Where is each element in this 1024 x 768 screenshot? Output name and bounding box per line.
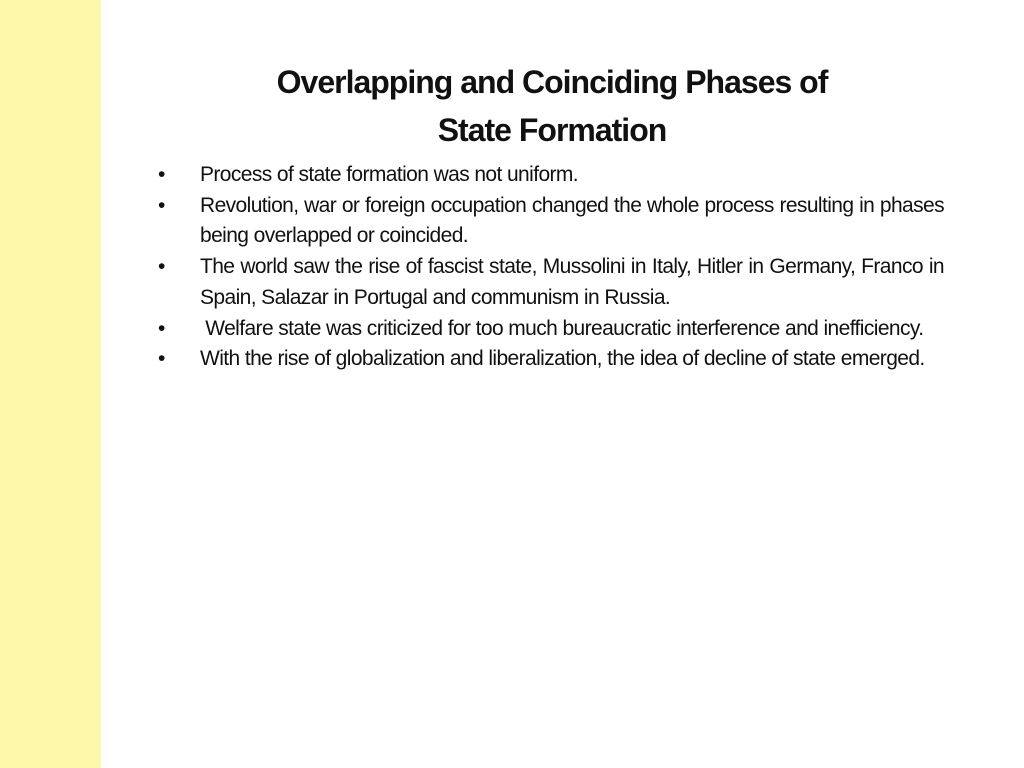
bullet-icon: • xyxy=(158,193,165,217)
bullet-item xyxy=(156,191,944,252)
slide-title xyxy=(160,58,944,154)
bullet-text: The world saw the rise of fascist state, Mussolini in Italy, Hitler in Germany, Franco in Spain, Salazar in Portugal and communism in Russia. xyxy=(200,255,944,309)
title-line-2: State Formation xyxy=(437,112,667,148)
bullet-text: With the rise of globalization and liberalization, the idea of decline of state emerged. xyxy=(200,347,925,371)
title-line-1: Overlapping and Coinciding Phases of xyxy=(276,64,828,100)
bullet-item xyxy=(156,314,944,345)
bullet-item xyxy=(156,160,944,191)
bullet-icon: • xyxy=(158,163,165,186)
bullet-icon: • xyxy=(158,255,165,279)
bullet-item xyxy=(156,252,944,313)
bullet-text: Process of state formation was not uniform. xyxy=(200,163,579,186)
bullet-item xyxy=(156,344,944,375)
bullet-list xyxy=(156,160,944,375)
bullet-icon: • xyxy=(158,347,165,371)
bullet-text: Welfare state was criticized for too much bureaucratic interference and inefficiency. xyxy=(200,316,924,340)
bullet-text: Revolution, war or foreign occupation changed the whole process resulting in phases being overlapped or coincided. xyxy=(200,193,944,248)
bullet-icon: • xyxy=(158,316,165,340)
accent-side-bar xyxy=(0,0,101,768)
